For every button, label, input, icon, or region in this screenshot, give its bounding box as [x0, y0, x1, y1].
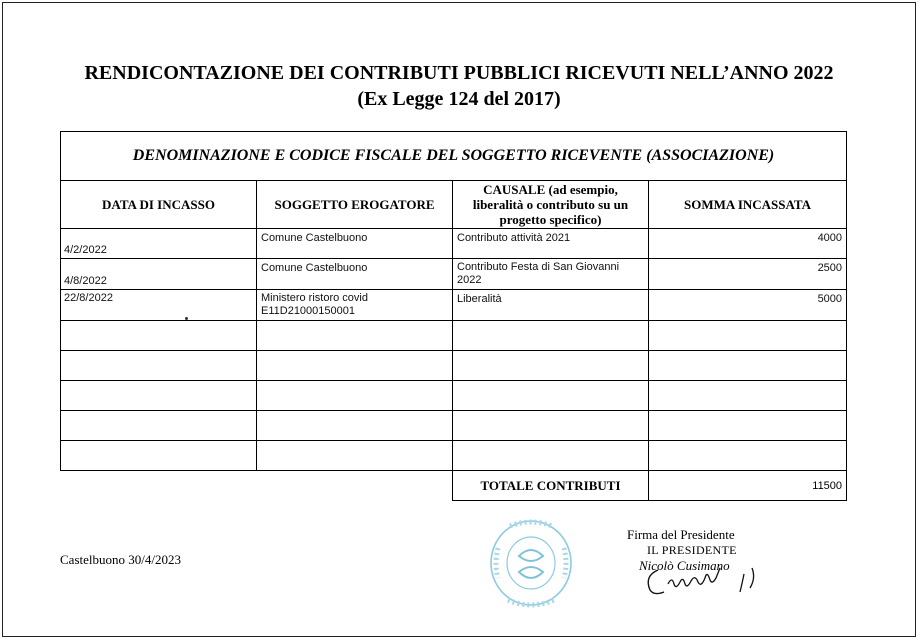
date-cell — [61, 290, 257, 321]
association-stamp — [488, 518, 574, 613]
date-cell — [61, 259, 257, 290]
column-header-cause: CAUSALE (ad esempio, liberalità o contributo su un progetto specifico) — [453, 181, 649, 229]
total-label: TOTALE CONTRIBUTI — [453, 471, 649, 501]
cause-value: Contributo attività 2021 — [457, 232, 571, 244]
amount-cell — [649, 229, 847, 259]
date-cell — [61, 229, 257, 259]
empty-row — [61, 321, 847, 351]
handwritten-signature — [640, 562, 780, 607]
contributions-table — [60, 131, 847, 501]
empty-row — [61, 441, 847, 471]
entity-header: DENOMINAZIONE E CODICE FISCALE DEL SOGGETTO RICEVENTE (ASSOCIAZIONE) — [61, 132, 847, 181]
cause-value: Contributo Festa di San Giovanni — [457, 261, 620, 273]
column-header-amount: SOMMA INCASSATA — [649, 181, 847, 229]
date-value: 22/8/2022 — [64, 292, 113, 304]
ink-mark — [185, 317, 188, 320]
table-row — [61, 259, 847, 290]
cause-cell — [453, 290, 649, 321]
signature-name: Nicolò Cusimano — [639, 558, 730, 573]
amount-cell — [649, 290, 847, 321]
cause-cell — [453, 259, 649, 290]
amount-cell — [649, 259, 847, 290]
table-row — [61, 229, 847, 259]
cause-value-line2: 2022 — [457, 274, 482, 286]
giver-code: E11D21000150001 — [261, 305, 355, 317]
total-value: 11500 — [649, 471, 847, 501]
empty-row — [61, 411, 847, 441]
empty-row — [61, 351, 847, 381]
signature-caption: Firma del Presidente — [627, 527, 735, 542]
amount-value: 5000 — [817, 293, 843, 305]
column-header-date: DATA DI INCASSO — [61, 181, 257, 229]
table-row — [61, 290, 847, 321]
giver-cell — [257, 229, 453, 259]
empty-row — [61, 381, 847, 411]
giver-cell — [257, 259, 453, 290]
giver-value: Ministero ristoro covid — [261, 292, 368, 304]
place-date: Castelbuono 30/4/2023 — [60, 552, 181, 567]
signature-role: IL PRESIDENTE — [647, 543, 737, 557]
amount-value: 4000 — [817, 232, 843, 244]
giver-cell — [257, 290, 453, 321]
cause-cell — [453, 229, 649, 259]
giver-value: Comune Castelbuono — [261, 262, 368, 274]
document-title: RENDICONTAZIONE DEI CONTRIBUTI PUBBLICI RICEVUTI NELL’ANNO 2022 — [84, 62, 834, 84]
giver-value: Comune Castelbuono — [261, 232, 368, 244]
document-subtitle: (Ex Legge 124 del 2017) — [357, 88, 561, 110]
date-value: 4/2/2022 — [64, 244, 107, 256]
amount-value: 2500 — [817, 262, 843, 274]
date-value: 4/8/2022 — [64, 275, 107, 287]
column-header-giver: SOGGETTO EROGATORE — [257, 181, 453, 229]
cause-value: Liberalità — [457, 293, 502, 305]
